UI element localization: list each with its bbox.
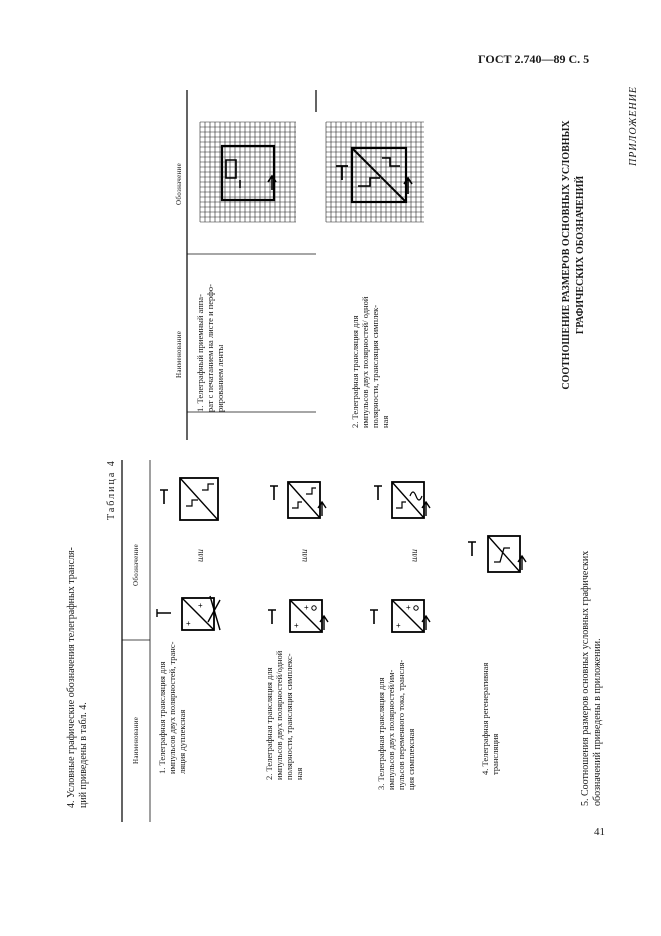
table4-row-1-line: 1. Телеграфная трансляция для [157,661,167,774]
appendix-row-1-line: 1. Телеграфный приемный аппа- [195,294,205,412]
table4-row-3-line: пульсов переменного тока, трансля- [396,659,406,790]
page-header: ГОСТ 2.740—89 С. 5 [478,52,590,66]
svg-text:+: + [294,621,299,630]
appendix-title-line1: СООТНОШЕНИЕ РАЗМЕРОВ ОСНОВНЫХ УСЛОВНЫХ [561,120,572,390]
table4-row-4 [480,635,500,775]
appendix-row-2-line: 2. Телеграфная трансляция для [350,315,360,428]
table4-row-3-line: ция симплексная [406,728,416,790]
page-number: 41 [594,826,605,838]
table4-row-2-line: 2. Телеграфная трансляция для [264,667,274,780]
table4-row-4-line: трансляция [490,733,500,775]
paragraph-4-line1: 4. Условные графические обозначения телеграфных трансля- [66,547,77,808]
table4-row-1-line: импульсов двух полярностей, транс- [167,641,177,774]
table4-row-3 [376,650,416,790]
or-label-2: или [299,549,309,562]
appendix-row-2-line: ная [380,415,390,428]
appendix-row-1-line: рат с печатанием на листе и перфо- [205,284,215,412]
or-label-3: или [409,549,419,562]
svg-text:+: + [406,603,411,612]
svg-text:+: + [304,603,309,612]
table4-row-2-line: полярности, трансляция симплекс- [284,653,294,780]
table4-row-1 [157,634,187,774]
appendix-row-2-line: полярности, трансляция симплек- [370,304,380,428]
table4-row-2-line: ная [294,767,304,780]
svg-text:+: + [186,619,191,628]
table4-row-3-line: 3. Телеграфная трансляция для [376,677,386,790]
paragraph-4-line2: ций приведены в табл. 4. [78,702,89,808]
relay-symbol-3a [370,596,434,638]
appendix-row-2-line: импульсов двух полярностей/ одной [360,296,370,428]
appendix-row-1-line: рированием ленты [215,344,225,412]
relay-symbol-2a [268,596,332,638]
appendix-col-name: Наименование [175,330,183,378]
relay-symbol-2b [270,476,334,526]
svg-text:+: + [396,621,401,630]
table4-row-4-line: 4. Телеграфная регенеративная [480,662,490,775]
or-label-1: или [195,549,205,562]
relay-symbol-3b [374,476,438,526]
paragraph-5 [580,551,604,806]
appendix-col-symbol: Обозначение [175,163,183,205]
table4-row-1-line: ляция дуплексная [177,709,187,774]
table4-row-2 [264,640,304,780]
appendix-label: ПРИЛОЖЕНИЕ [628,86,639,166]
table4-row-3-line: импульсов двух полярностей/им- [386,669,396,790]
table4-label: Таблица 4 [106,459,117,520]
paragraph-5-line1: 5. Соотношения размеров основных условных графических [580,550,591,806]
table4-col-name: Наименование [132,716,140,764]
table4-row-2-line: импульсов двух полярностей/одной [274,650,284,780]
table4-col-symbol: Обозначение [132,544,140,586]
appendix-title-line2: ГРАФИЧЕСКИХ ОБОЗНАЧЕНИЙ [575,175,586,335]
relay-symbol-4 [468,528,532,578]
relay-symbol-1a [160,596,224,636]
paragraph-5-line2: обозначений приведены в приложении. [592,638,603,806]
svg-text:+: + [198,601,203,610]
relay-symbol-1b [160,470,224,530]
